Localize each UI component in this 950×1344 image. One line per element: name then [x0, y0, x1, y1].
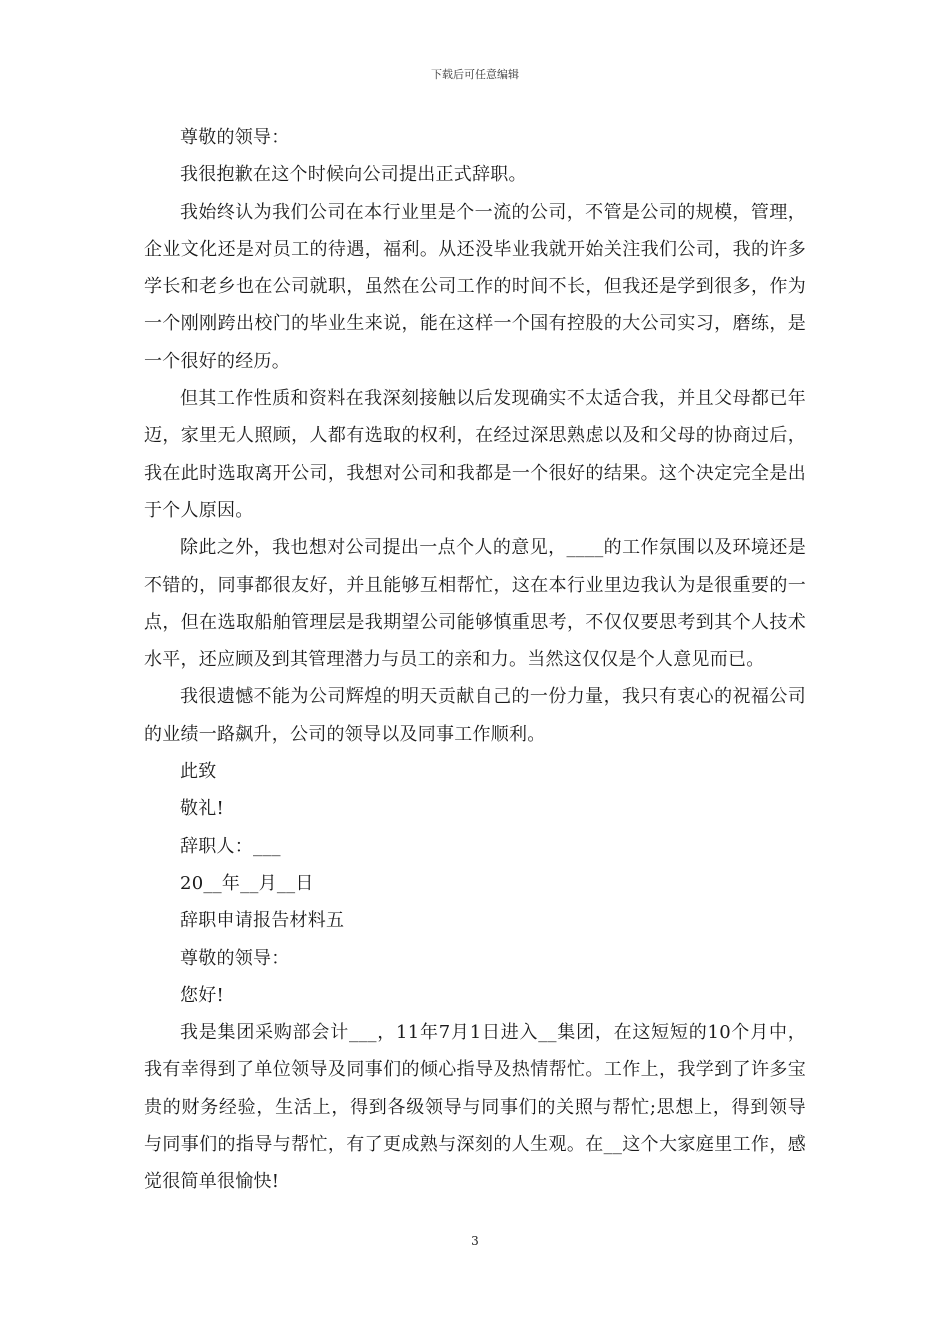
paragraph: 我很抱歉在这个时候向公司提出正式辞职。	[180, 164, 527, 186]
page-number: 3	[471, 1234, 479, 1248]
date-line: 20__年__月__日	[180, 872, 314, 894]
document-body	[144, 119, 806, 1201]
paragraph: 我始终认为我们公司在本行业里是个一流的公司，不管是公司的规模，管理，企业文化还是对员工的待遇，福利。从还没毕业我就开始关注我们公司，我的许多学长和老乡也在公司就职，虽然在公司工作的时间不长，但我还是学到很多，作为一个刚刚跨出校门的毕业生来说，能在这样一个国有控股的大公司实习，磨练，是一个很好的经历。	[144, 201, 806, 372]
header-note: 下载后可任意编辑	[431, 68, 519, 81]
salutation: 尊敬的领导：	[180, 947, 290, 969]
signature-line: 辞职人：___	[180, 835, 281, 857]
closing-line: 此致	[180, 761, 217, 783]
paragraph: 我是集团采购部会计___，11年7月1日进入__集团，在这短短的10个月中，我有幸得到了单位领导及同事们的倾心指导及热情帮忙。工作上，我学到了许多宝贵的财务经验，生活上，得到各级领导与同事们的关照与帮忙;思想上，得到领导与同事们的指导与帮忙，有了更成熟与深刻的人生观。在__这个大家庭里工作，感觉很简单很愉快!	[144, 1022, 806, 1193]
section-title: 辞职申请报告材料五	[180, 910, 345, 932]
salutation: 尊敬的领导：	[180, 127, 290, 148]
closing-line: 敬礼!	[180, 798, 224, 820]
paragraph: 但其工作性质和资料在我深刻接触以后发现确实不太适合我，并且父母都已年迈，家里无人照顾，人都有选取的权利，在经过深思熟虑以及和父母的协商过后，我在此时选取离开公司，我想对公司和我都是一个很好的结果。这个决定完全是出于个人原因。	[144, 388, 806, 521]
greeting: 您好!	[180, 984, 224, 1006]
paragraph: 我很遗憾不能为公司辉煌的明天贡献自己的一份力量，我只有衷心的祝福公司的业绩一路飙升，公司的领导以及同事工作顺利。	[144, 686, 806, 745]
paragraph: 除此之外，我也想对公司提出一点个人的意见，____的工作氛围以及环境还是不错的，同事都很友好，并且能够互相帮忙，这在本行业里边我认为是很重要的一点，但在选取船舶管理层是我期望公司能够慎重思考，不仅仅要思考到其个人技术水平，还应顾及到其管理潜力与员工的亲和力。当然这仅仅是个人意见而已。	[144, 537, 806, 671]
